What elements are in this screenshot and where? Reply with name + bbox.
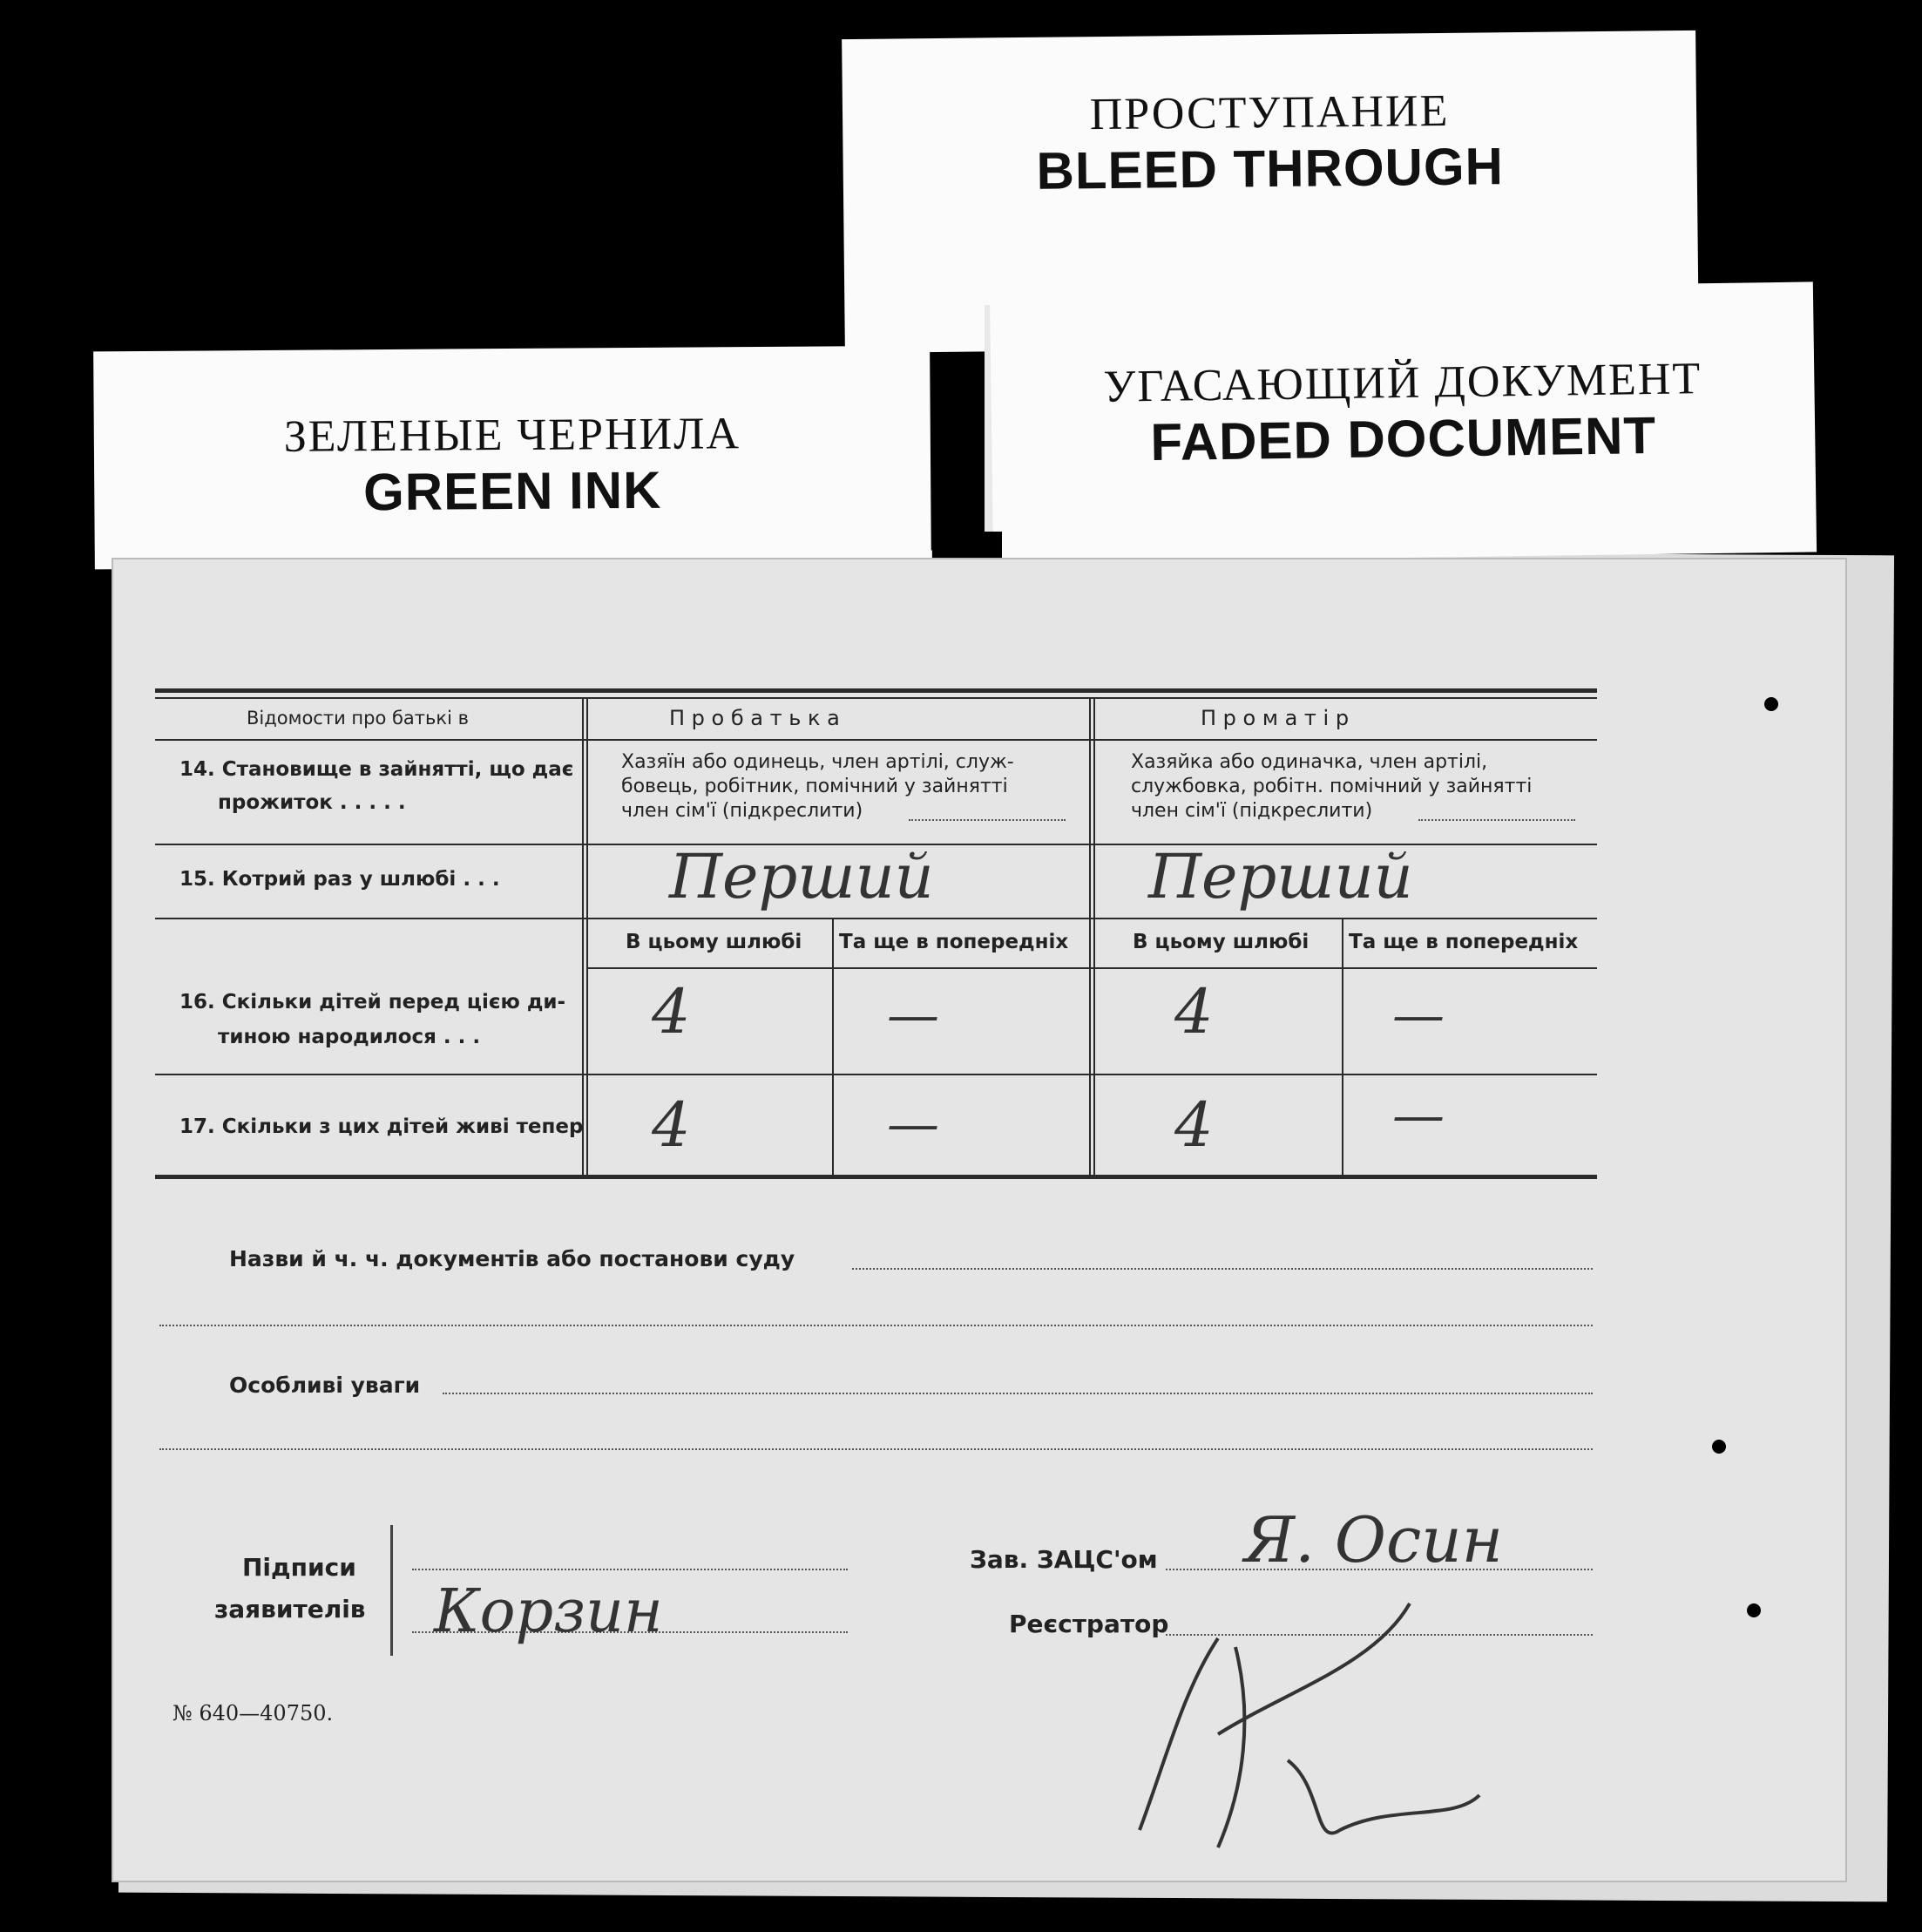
card-ru-label: УГАСАЮЩИЙ ДОКУМЕНТ bbox=[1103, 354, 1702, 412]
row16-value: 4 bbox=[1174, 976, 1214, 1047]
table-col-rule bbox=[832, 918, 834, 1176]
table-col-rule bbox=[1342, 918, 1343, 1176]
faded-document-card bbox=[990, 281, 1817, 563]
table-bottom-rule bbox=[155, 1175, 1597, 1179]
row14-label: 14. Становище в зайнятті, що дає bbox=[179, 758, 574, 781]
notes-label: Особливі уваги bbox=[229, 1373, 421, 1398]
dotted-line bbox=[909, 819, 1066, 821]
dotted-line bbox=[159, 1448, 1593, 1450]
registrar-label: Реєстратор bbox=[1009, 1610, 1169, 1638]
table-top-rule bbox=[155, 697, 1597, 699]
card-en-label: GREEN INK bbox=[362, 460, 662, 522]
registry-form bbox=[112, 558, 1847, 1882]
signatures-label: заявителів bbox=[214, 1595, 366, 1624]
table-col-rule bbox=[1089, 697, 1091, 1176]
row17-value: 4 bbox=[1174, 1089, 1214, 1161]
punch-hole bbox=[1747, 1603, 1761, 1617]
dotted-line bbox=[1418, 819, 1575, 821]
card-en-label: FADED DOCUMENT bbox=[1149, 405, 1657, 472]
row15-label: 15. Котрий раз у шлюбі . . . bbox=[179, 868, 500, 891]
row15-father-handwriting: Перший bbox=[669, 841, 934, 912]
punch-hole bbox=[1764, 697, 1778, 711]
row14-father-text: Хазяїн або одинець, член артілі, служ- bbox=[621, 751, 1014, 773]
card-ru-label: ЗЕЛЕНЫЕ ЧЕРНИЛА bbox=[283, 409, 741, 462]
header-col3: П р о м а т і р bbox=[1201, 706, 1350, 730]
registrar-signature bbox=[1113, 1586, 1567, 1865]
green-ink-card bbox=[93, 346, 931, 570]
documents-label: Назви й ч. ч. документів або постанови суду bbox=[229, 1246, 795, 1271]
row16-value: — bbox=[887, 985, 939, 1046]
row17-value: — bbox=[887, 1094, 939, 1155]
card-ru-label: ПРОСТУПАНИЕ bbox=[1089, 85, 1450, 140]
table-col-rule bbox=[1093, 697, 1095, 1176]
row16-label: тиною народилося . . . bbox=[218, 1026, 481, 1048]
row16-value: — bbox=[1392, 985, 1445, 1046]
head-signature: Я. Осин bbox=[1244, 1503, 1504, 1576]
row14-father-text: член сім'ї (підкреслити) bbox=[621, 800, 863, 822]
row15-mother-handwriting: Перший bbox=[1148, 841, 1413, 912]
table-col-rule bbox=[582, 697, 584, 1176]
punch-hole bbox=[1712, 1440, 1726, 1454]
dotted-line bbox=[412, 1569, 848, 1570]
row17-value: — bbox=[1392, 1085, 1445, 1146]
head-label: Зав. ЗАЦС'ом bbox=[970, 1545, 1158, 1574]
subheader-previous: Та ще в попередніх bbox=[1349, 931, 1579, 953]
table-rule bbox=[155, 739, 1597, 741]
subheader-this-marriage: В цьому шлюбі bbox=[1133, 931, 1310, 953]
row16-value: 4 bbox=[652, 976, 691, 1047]
table-col-rule bbox=[586, 697, 588, 1176]
row16-label: 16. Скільки дітей перед цією ди- bbox=[179, 991, 566, 1013]
row14-mother-text: службовка, робітн. помічний у зайнятті bbox=[1131, 776, 1533, 797]
row14-mother-text: Хазяйка або одиначка, член артілі, bbox=[1131, 751, 1488, 773]
table-rule bbox=[155, 918, 1597, 919]
header-col2: П р о б а т ь к а bbox=[669, 706, 840, 730]
signatures-label: Підписи bbox=[242, 1553, 356, 1582]
card-en-label: BLEED THROUGH bbox=[1036, 137, 1505, 200]
dotted-line bbox=[852, 1268, 1593, 1270]
row14-label: прожиток . . . . . bbox=[218, 791, 406, 814]
row17-label: 17. Скільки з цих дітей живі тепер bbox=[179, 1115, 584, 1138]
row14-mother-text: член сім'ї (підкреслити) bbox=[1131, 800, 1373, 822]
table-rule bbox=[155, 1074, 1597, 1075]
table-rule bbox=[586, 967, 1597, 969]
subheader-this-marriage: В цьому шлюбі bbox=[626, 931, 802, 953]
dotted-line bbox=[443, 1393, 1593, 1394]
dotted-line bbox=[159, 1325, 1593, 1326]
subheader-previous: Та ще в попередніх bbox=[839, 931, 1069, 953]
row17-value: 4 bbox=[652, 1089, 691, 1161]
brace bbox=[390, 1525, 393, 1656]
table-top-rule bbox=[155, 688, 1597, 693]
header-col1: Відомости про батькі в bbox=[247, 708, 469, 729]
form-number: № 640—40750. bbox=[173, 1701, 334, 1725]
applicant-signature: Корзин bbox=[434, 1577, 663, 1646]
row14-father-text: бовець, робітник, помічний у зайнятті bbox=[621, 776, 1008, 797]
